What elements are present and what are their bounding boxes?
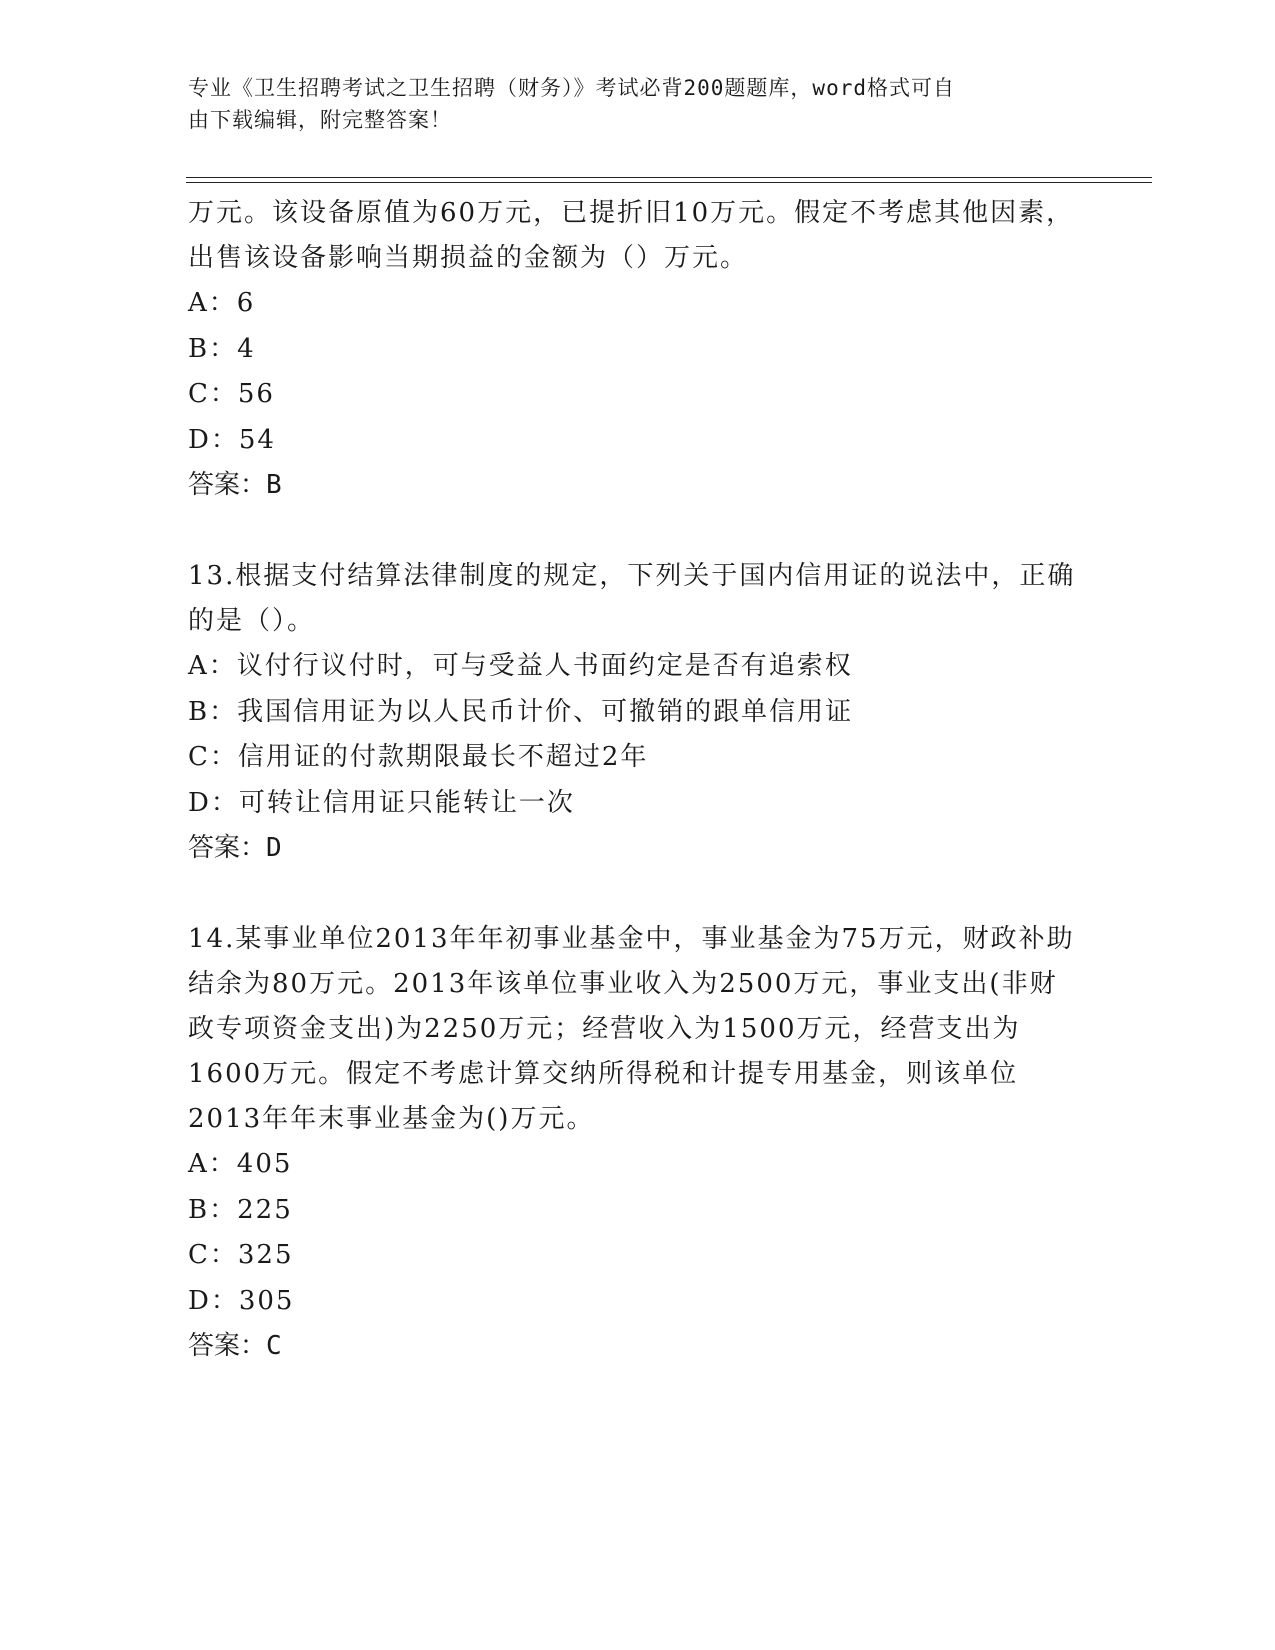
document-header: 专业《卫生招聘考试之卫生招聘（财务）》考试必背200题题库，word格式可自 由下载编辑，附完整答案！ xyxy=(188,76,955,132)
header-divider-top xyxy=(186,177,1152,178)
question-14 xyxy=(188,917,1078,1369)
option-a: A：议付行议付时，可与受益人书面约定是否有追索权 xyxy=(188,651,853,681)
header-divider-bottom xyxy=(186,182,1152,183)
answer: 答案：B xyxy=(188,470,282,500)
option-a: A：6 xyxy=(188,288,256,318)
question-stem: 13.根据支付结算法律制度的规定，下列关于国内信用证的说法中，正确的是（）。 xyxy=(188,561,1076,636)
option-b: B：4 xyxy=(188,333,256,364)
option-c: C：信用证的付款期限最长不超过2年 xyxy=(188,742,649,772)
option-b: B：我国信用证为以人民币计价、可撤销的跟单信用证 xyxy=(188,696,854,727)
option-c: C：56 xyxy=(188,379,275,409)
option-d: D：54 xyxy=(188,424,276,455)
question-stem: 万元。该设备原值为60万元，已提折旧10万元。假定不考虑其他因素，出售该设备影响当期损益的金额为（）万元。 xyxy=(188,198,1075,273)
answer: 答案：D xyxy=(188,833,282,863)
answer: 答案：C xyxy=(188,1331,282,1361)
spacer xyxy=(188,508,1078,554)
spacer xyxy=(188,871,1078,917)
option-b: B：225 xyxy=(188,1194,293,1225)
question-stem: 14.某事业单位2013年年初事业基金中，事业基金为75万元，财政补助结余为80万元。2013年该单位事业收入为2500万元，事业支出(非财政专项资金支出)为2250万元；经营收入为1500万元，经营支出为1600万元。假定不考虑计算交纳所得税和计提专用基金，则该单位2013年年末事业基金为()万元。 xyxy=(188,924,1075,1134)
option-c: C：325 xyxy=(188,1240,294,1270)
option-a: A：405 xyxy=(188,1149,293,1179)
option-d: D：可转让信用证只能转让一次 xyxy=(188,787,575,818)
question-12 xyxy=(188,191,1078,508)
question-13 xyxy=(188,554,1078,871)
question-list xyxy=(188,191,1078,1369)
option-d: D：305 xyxy=(188,1285,295,1316)
